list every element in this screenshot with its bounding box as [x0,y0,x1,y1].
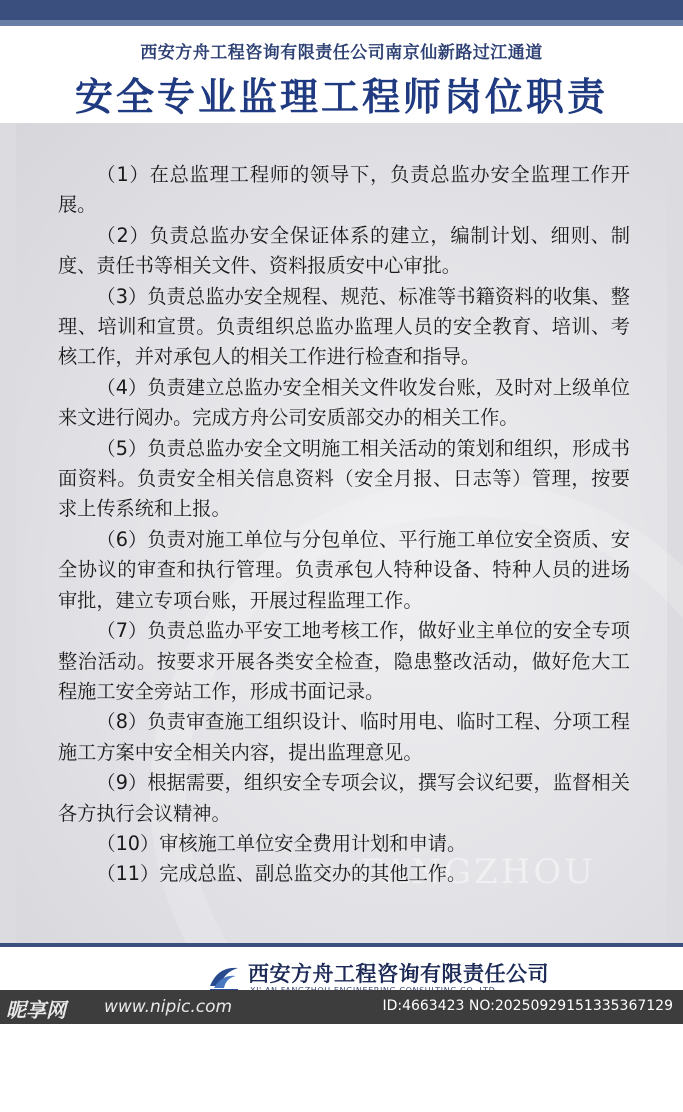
duty-item-3: （3）负责总监办安全规程、规范、标准等书籍资料的收集、整理、培训和宣贯。负责组织总监办监理人员的安全教育、培训、考核工作，并对承包人的相关工作进行检查和指导。 [58,284,630,369]
duty-item-10: （10）审核施工单位安全费用计划和申请。 [96,831,467,855]
site-logo: 昵享网 [6,998,66,1022]
footer-company-name: 西安方舟工程咨询有限责任公司 [248,962,549,986]
duty-item-5: （5）负责总监办安全文明施工相关活动的策划和组织，形成书面资料。负责安全相关信息资料（安全月报、日志等）管理，按要求上传系统和上报。 [58,436,630,521]
header-subtitle: 西安方舟工程咨询有限责任公司南京仙新路过江通道 [140,43,543,63]
duty-item-2: （2）负责总监办安全保证体系的建立，编制计划、细则、制度、责任书等相关文件、资料报质安中心审批。 [58,223,630,278]
duty-item-11: （11）完成总监、副总监交办的其他工作。 [96,862,467,886]
header [0,26,683,122]
top-decor-bar [0,0,683,26]
watermark-text: FANGZHOU [360,852,596,892]
duty-item-1: （1）在总监理工程师的领导下，负责总监办安全监理工作开展。 [58,163,630,217]
duty-item-4: （4）负责建立总监办安全相关文件收发台账，及时对上级单位来文进行阅办。完成方舟公司安质部交办的相关工作。 [58,375,630,430]
duty-item-7: （7）负责总监办平安工地考核工作，做好业主单位的安全专项整治活动。按要求开展各类安全检查，隐患整改活动，做好危大工程施工安全旁站工作，形成书面记录。 [58,619,630,703]
site-watermark-banner [0,990,683,1024]
duties-list [58,160,630,890]
footer-divider [0,943,683,947]
duty-item-6: （6）负责对施工单位与分包单位、平行施工单位安全资质、安全协议的审查和执行管理。负责承包人特种设备、特种人员的进场审批，建立专项台账，开展过程监理工作。 [58,527,630,612]
duty-item-9: （9）根据需要，组织安全专项会议，撰写会议纪要，监督相关各方执行会议精神。 [58,771,630,825]
duty-item-8: （8）负责审查施工组织设计、临时用电、临时工程、分项工程施工方案中安全相关内容，提出监理意见。 [58,710,630,764]
left-border-strip [0,123,16,943]
page-title: 安全专业监理工程师岗位职责 [74,75,608,119]
site-id: ID:4663423 NO:20250929151335367129 [382,998,673,1014]
site-url: www.nipic.com [104,997,233,1017]
